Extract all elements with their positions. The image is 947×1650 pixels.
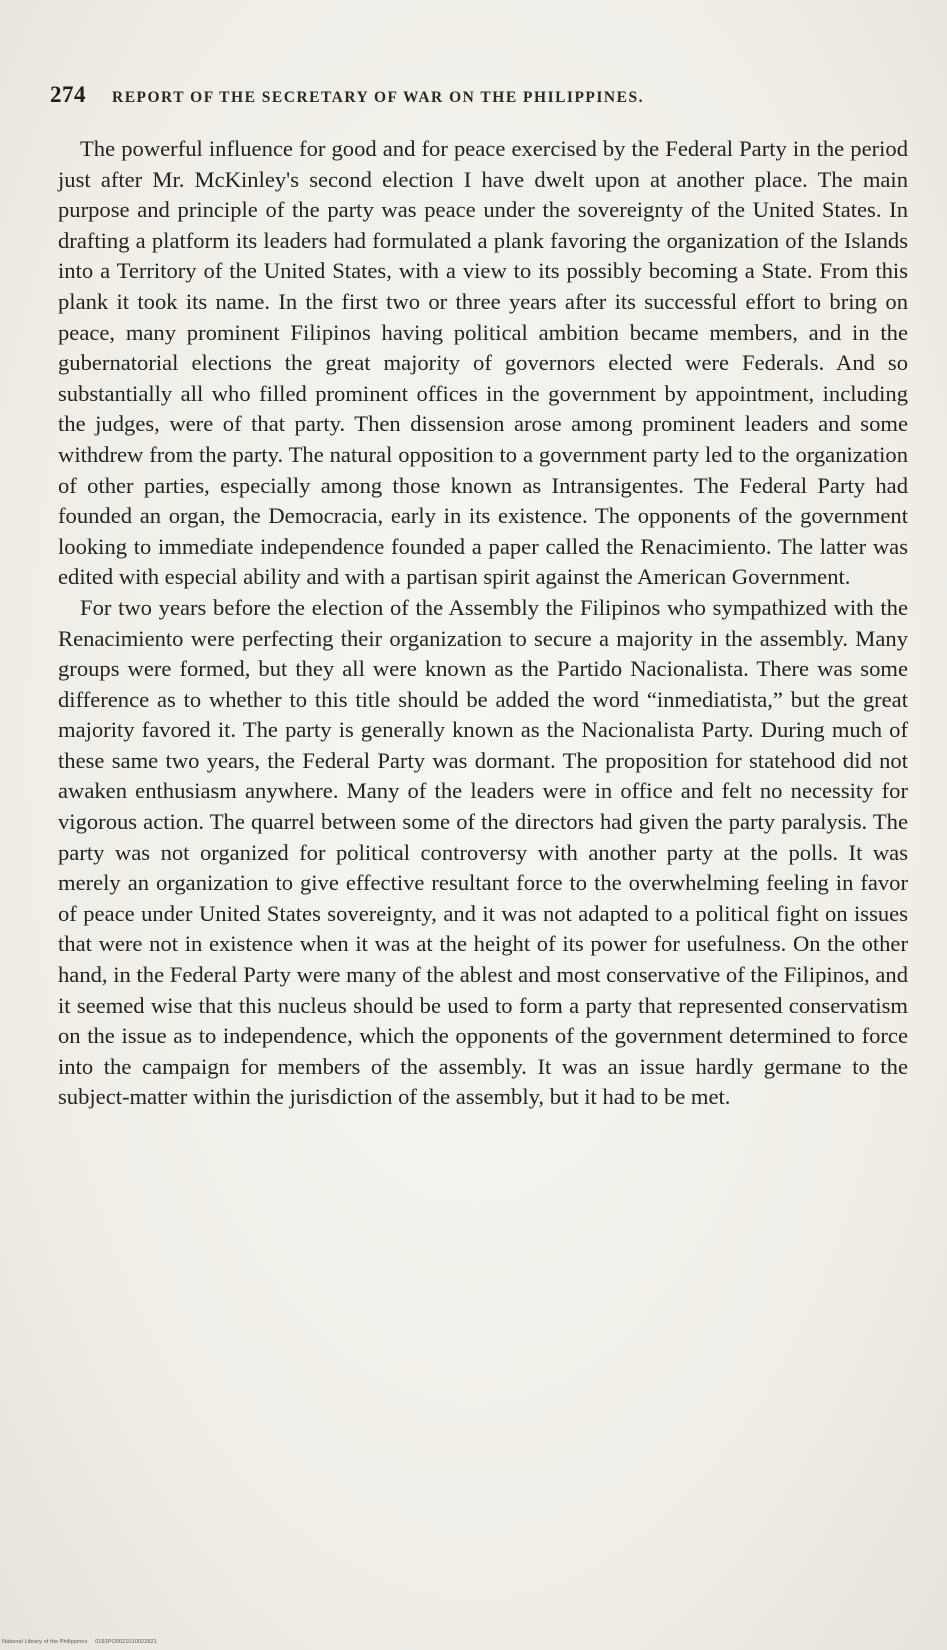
running-head: REPORT OF THE SECRETARY OF WAR ON THE PHILIPPINES. — [112, 89, 644, 106]
paragraph-1: The powerful influence for good and for peace exercised by the Federal Party in the period just after Mr. McKinley's second election I have dwelt upon at another place. The main purpose and principle of the party was peace under the sovereignty of the United States. In drafting a platform its leaders had formulated a plank favoring the organization of the Islands into a Territory of the United States, with a view to its possibly becoming a State. From this plank it took its name. In the first two or three years after its successful effort to bring on peace, many prominent Filipinos having political ambition became members, and in the gubernatorial elections the great majority of governors elected were Federals. And so substantially all who filled prominent offices in the government by appointment, including the judges, were of that party. Then dissension arose among prominent leaders and some withdrew from the party. The natural opposition to a government party led to the organization of other parties, especially among those known as Intransigentes. The Federal Party had founded an organ, the Democracia, early in its existence. The opponents of the government looking to immediate independence founded a paper called the Renacimiento. The latter was edited with especial ability and with a partisan spirit against the American Government. — [58, 136, 908, 590]
footer-identifier: 0193PO0021010022821 — [95, 1639, 157, 1645]
page-number: 274 — [50, 82, 86, 107]
body-text — [58, 134, 908, 1113]
footer-source: National Library of the Philippines — [2, 1639, 88, 1645]
page-header — [50, 82, 900, 108]
paragraph-2: For two years before the election of the Assembly the Filipinos who sympathized with the Renacimiento were perfecting their organization to secure a majority in the assembly. Many groups were formed, but they all were known as the Partido Nacionalista. There was some difference as to whether to this title should be added the word “inmediatista,” but the great majority favored it. The party is generally known as the Nacionalista Party. During much of these same two years, the Federal Party was dormant. The proposition for statehood did not awaken enthusiasm anywhere. Many of the leaders were in office and felt no necessity for vigorous action. The quarrel between some of the directors had given the party paralysis. The party was not organized for political controversy with another party at the polls. It was merely an organization to give effective resultant force to the overwhelming feeling in favor of peace under United States sovereignty, and it was not adapted to a political fight on issues that were not in existence when it was at the height of its power for usefulness. On the other hand, in the Federal Party were many of the ablest and most conservative of the Filipinos, and it seemed wise that this nucleus should be used to form a party that represented conservatism on the issue as to independence, which the opponents of the government determined to force into the campaign for members of the assembly. It was an issue hardly germane to the subject-matter within the jurisdiction of the assembly, but it had to be met. — [58, 594, 908, 1110]
scan-footer — [2, 1639, 163, 1645]
